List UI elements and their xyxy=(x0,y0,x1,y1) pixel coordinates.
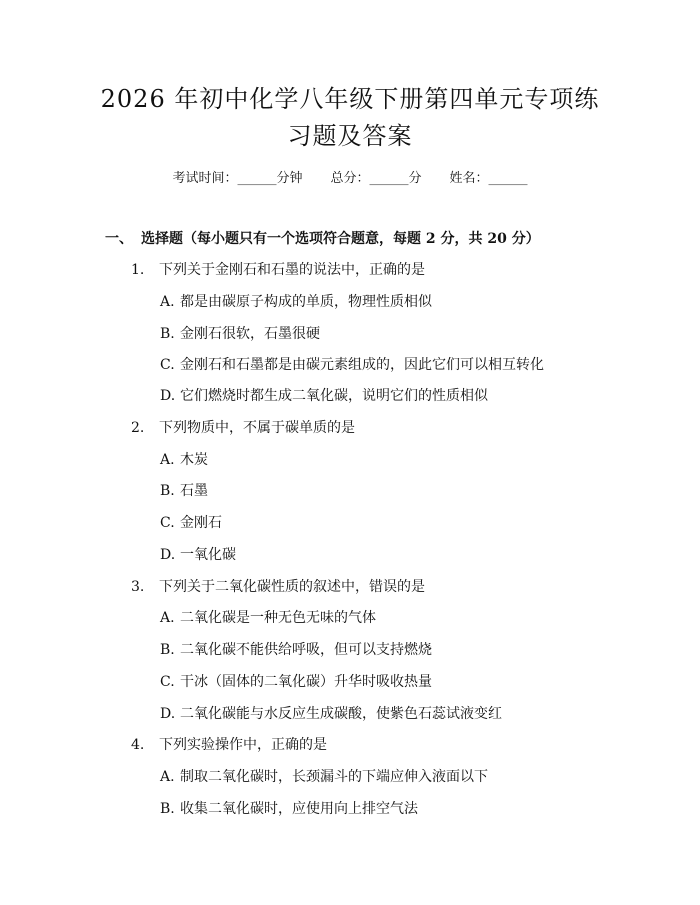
option-letter: B. xyxy=(160,483,175,499)
question-number: 1. xyxy=(131,262,145,278)
option-1c xyxy=(160,355,544,375)
option-3c xyxy=(160,672,432,692)
section-label: 选择题（每小题只有一个选项符合题意，每题 2 分，共 20 分） xyxy=(141,231,540,247)
option-text: 二氧化碳能与水反应生成碳酸，使紫色石蕊试液变红 xyxy=(180,706,502,722)
question-text: 下列关于二氧化碳性质的叙述中，错误的是 xyxy=(159,579,425,595)
section-heading xyxy=(105,229,540,249)
option-text: 都是由碳原子构成的单质，物理性质相似 xyxy=(180,294,432,310)
question-text: 下列关于金刚石和石墨的说法中，正确的是 xyxy=(159,262,425,278)
option-letter: D. xyxy=(160,547,176,563)
option-text: 金刚石很软，石墨很硬 xyxy=(180,326,320,342)
section-number: 一、 xyxy=(105,231,133,247)
option-letter: B. xyxy=(160,642,175,658)
option-letter: C. xyxy=(160,674,175,690)
option-text: 一氧化碳 xyxy=(180,547,236,563)
document-title-line-2: 习题及答案 xyxy=(287,122,413,150)
option-text: 二氧化碳是一种无色无味的气体 xyxy=(180,610,376,626)
option-text: 金刚石 xyxy=(180,515,222,531)
option-letter: B. xyxy=(160,326,175,342)
option-3a xyxy=(160,608,376,628)
option-letter: C. xyxy=(160,515,175,531)
exam-info-line xyxy=(0,169,700,189)
option-2d xyxy=(160,545,236,565)
option-letter: D. xyxy=(160,388,176,404)
option-text: 金刚石和石墨都是由碳元素组成的，因此它们可以相互转化 xyxy=(180,357,544,373)
option-text: 木炭 xyxy=(180,452,208,468)
total-score-field: 总分：______分 xyxy=(330,171,422,186)
student-name-field: 姓名：______ xyxy=(449,171,528,186)
option-letter: D. xyxy=(160,706,176,722)
option-text: 制取二氧化碳时，长颈漏斗的下端应伸入液面以下 xyxy=(180,769,488,785)
option-letter: A. xyxy=(160,769,175,785)
option-1a xyxy=(160,292,432,312)
option-text: 石墨 xyxy=(180,483,208,499)
option-text: 干冰（固体的二氧化碳）升华时吸收热量 xyxy=(180,674,432,690)
option-letter: A. xyxy=(160,294,175,310)
option-letter: C. xyxy=(160,357,175,373)
option-2a xyxy=(160,450,208,470)
question-number: 3. xyxy=(131,579,145,595)
option-1b xyxy=(160,324,320,344)
question-4 xyxy=(131,735,327,755)
option-3d xyxy=(160,704,502,724)
option-1d xyxy=(160,386,488,406)
option-4a xyxy=(160,767,488,787)
question-text: 下列物质中，不属于碳单质的是 xyxy=(159,420,355,436)
option-letter: A. xyxy=(160,610,175,626)
question-number: 4. xyxy=(131,737,145,753)
question-text: 下列实验操作中，正确的是 xyxy=(159,737,327,753)
option-letter: A. xyxy=(160,452,175,468)
option-4b xyxy=(160,799,418,819)
option-2c xyxy=(160,513,222,533)
exam-time-field: 考试时间：______分钟 xyxy=(172,171,303,186)
document-title-line-1: 2026 年初中化学八年级下册第四单元专项练 xyxy=(100,85,600,113)
question-3 xyxy=(131,577,425,597)
option-text: 收集二氧化碳时，应使用向上排空气法 xyxy=(180,801,418,817)
question-2 xyxy=(131,418,355,438)
option-2b xyxy=(160,481,208,501)
option-3b xyxy=(160,640,432,660)
option-text: 它们燃烧时都生成二氧化碳，说明它们的性质相似 xyxy=(180,388,488,404)
option-text: 二氧化碳不能供给呼吸，但可以支持燃烧 xyxy=(180,642,432,658)
question-number: 2. xyxy=(131,420,145,436)
option-letter: B. xyxy=(160,801,175,817)
question-1 xyxy=(131,260,425,280)
